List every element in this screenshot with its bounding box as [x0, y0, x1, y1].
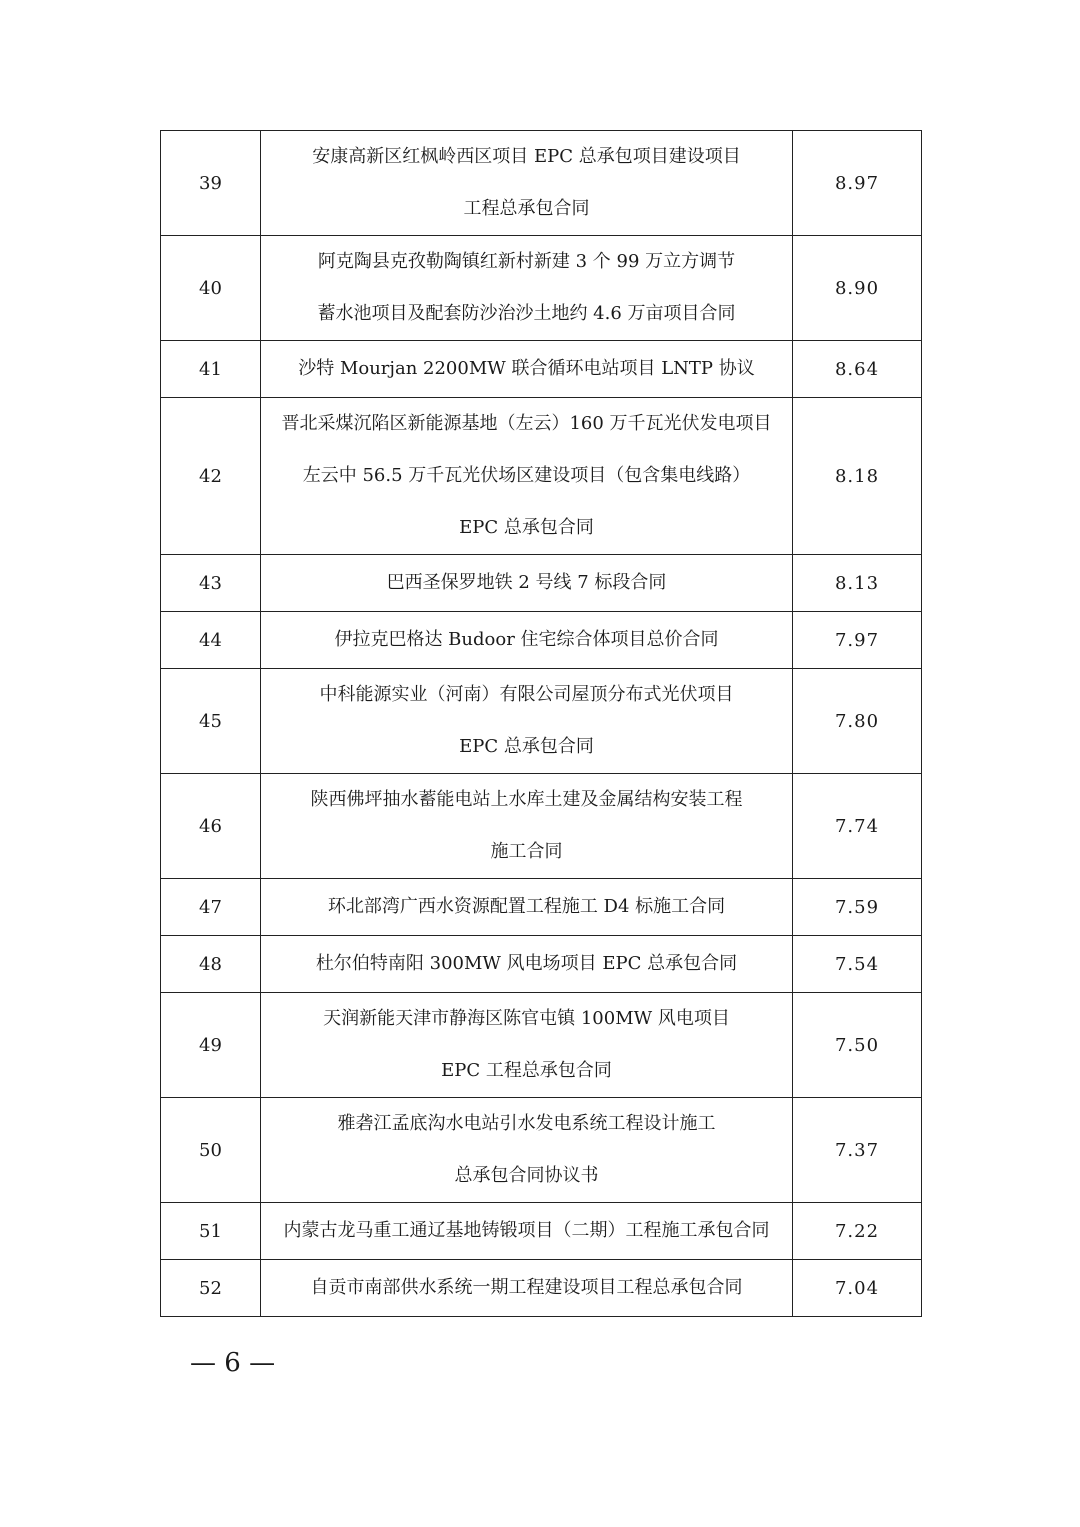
table-row: [161, 1260, 922, 1317]
contract-value: 7.54: [793, 936, 922, 993]
contract-name-line: 总承包合同协议书: [454, 1165, 599, 1186]
table-row: [161, 1098, 922, 1203]
contract-name-line: 中科能源实业（河南）有限公司屋顶分布式光伏项目: [319, 684, 734, 705]
row-number: 41: [161, 341, 261, 398]
contract-value: 8.18: [793, 398, 922, 555]
table-row: [161, 236, 922, 341]
contract-value: 8.13: [793, 555, 922, 612]
table-row: [161, 1203, 922, 1260]
contract-name-line: 杜尔伯特南阳 300MW 风电场项目 EPC 总承包合同: [315, 953, 738, 974]
contract-name: [261, 993, 793, 1098]
contract-value: 8.97: [793, 131, 922, 236]
table-row: [161, 936, 922, 993]
contract-value: 8.64: [793, 341, 922, 398]
contract-name-line: 晋北采煤沉陷区新能源基地（左云）160 万千瓦光伏发电项目: [281, 413, 772, 434]
contract-name: [261, 341, 793, 398]
contract-name: [261, 774, 793, 879]
contract-name-line: 左云中 56.5 万千瓦光伏场区建设项目（包含集电线路）: [302, 465, 751, 486]
row-number: 39: [161, 131, 261, 236]
contract-name-line: 陕西佛坪抽水蓄能电站上水库土建及金属结构安装工程: [310, 789, 743, 810]
contract-name: [261, 879, 793, 936]
contract-name-line: 天润新能天津市静海区陈官屯镇 100MW 风电项目: [323, 1008, 730, 1029]
row-number: 42: [161, 398, 261, 555]
contract-name: [261, 936, 793, 993]
contract-name: [261, 1260, 793, 1317]
contract-name-line: 工程总承包合同: [463, 198, 590, 219]
contract-name-line: 安康高新区红枫岭西区项目 EPC 总承包项目建设项目: [312, 146, 741, 167]
contract-value: 7.37: [793, 1098, 922, 1203]
row-number: 48: [161, 936, 261, 993]
row-number: 45: [161, 669, 261, 774]
contract-value: 7.59: [793, 879, 922, 936]
contract-value: 7.97: [793, 612, 922, 669]
row-number: 46: [161, 774, 261, 879]
contract-name: [261, 1203, 793, 1260]
row-number: 51: [161, 1203, 261, 1260]
contract-value: 7.50: [793, 993, 922, 1098]
row-number: 44: [161, 612, 261, 669]
contract-name: [261, 555, 793, 612]
contract-name-line: 蓄水池项目及配套防沙治沙土地约 4.6 万亩项目合同: [317, 303, 736, 324]
contract-value: 7.04: [793, 1260, 922, 1317]
contract-name-line: 巴西圣保罗地铁 2 号线 7 标段合同: [386, 572, 667, 593]
contract-name-line: 施工合同: [490, 841, 563, 862]
contracts-table: [160, 130, 922, 1317]
contract-name-line: EPC 总承包合同: [459, 517, 594, 538]
table-row: [161, 879, 922, 936]
contract-name-line: 内蒙古龙马重工通辽基地铸锻项目（二期）工程施工承包合同: [283, 1220, 770, 1241]
row-number: 40: [161, 236, 261, 341]
contract-name-line: 阿克陶县克孜勒陶镇红新村新建 3 个 99 万立方调节: [317, 251, 736, 272]
contract-name: [261, 1098, 793, 1203]
contract-value: 7.74: [793, 774, 922, 879]
row-number: 43: [161, 555, 261, 612]
contract-name: [261, 398, 793, 555]
row-number: 49: [161, 993, 261, 1098]
table-row: [161, 341, 922, 398]
table-row: [161, 131, 922, 236]
contract-name: [261, 131, 793, 236]
row-number: 50: [161, 1098, 261, 1203]
contract-value: 7.22: [793, 1203, 922, 1260]
contract-name: [261, 236, 793, 341]
table-row: [161, 774, 922, 879]
contract-name-line: 环北部湾广西水资源配置工程施工 D4 标施工合同: [327, 896, 726, 917]
contract-name-line: 雅砻江孟底沟水电站引水发电系统工程设计施工: [337, 1113, 716, 1134]
table-row: [161, 993, 922, 1098]
contract-name: [261, 612, 793, 669]
contract-name-line: EPC 总承包合同: [459, 736, 594, 757]
contract-name-line: 沙特 Mourjan 2200MW 联合循环电站项目 LNTP 协议: [298, 358, 755, 379]
contracts-table-body: [161, 131, 922, 1317]
row-number: 52: [161, 1260, 261, 1317]
row-number: 47: [161, 879, 261, 936]
table-row: [161, 669, 922, 774]
table-row: [161, 555, 922, 612]
page-number: — 6 —: [190, 1348, 276, 1378]
table-row: [161, 612, 922, 669]
contract-name: [261, 669, 793, 774]
contract-name-line: 伊拉克巴格达 Budoor 住宅综合体项目总价合同: [334, 629, 719, 650]
contract-value: 7.80: [793, 669, 922, 774]
contract-name-line: 自贡市南部供水系统一期工程建设项目工程总承包合同: [310, 1277, 743, 1298]
table-row: [161, 398, 922, 555]
contract-value: 8.90: [793, 236, 922, 341]
contract-name-line: EPC 工程总承包合同: [441, 1060, 612, 1081]
